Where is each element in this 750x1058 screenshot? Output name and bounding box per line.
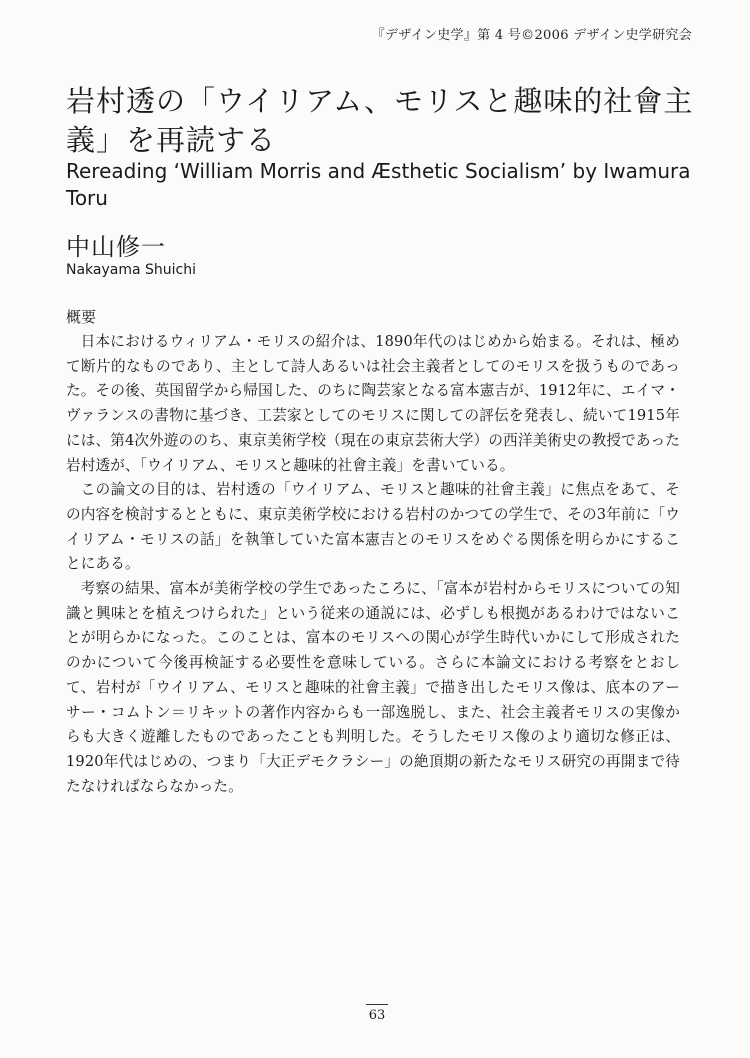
abstract-paragraph-3: 考察の結果、富本が美術学校の学生であったころに、「富本が岩村からモリスについての知識と興味とを植えつけられた」という従来の通説には、必ずしも根拠があるわけではないことが明らかになった。このことは、富本のモリスへの関心が学生時代いかにして形成されたのかについて今後再検証する必要性を意味している。さらに本論文における考察をとおして、岩村が「ウイリアム、モリスと趣味的社會主義」で描き出したモリス像は、底本のアーサー・コムトン＝リキットの著作内容からも一部逸脱し、また、社会主義者モリスの実像からも大きく遊離したものであったことも判明した。そうしたモリス像のより適切な修正は、1920年代はじめの、つまり「大正デモクラシー」の絶頂期の新たなモリス研究の再開まで待たなければならなかった。: [66, 580, 680, 795]
title-english: Rereading ‘William Morris and Æsthetic Socialism’ by Iwamura Toru: [66, 159, 691, 210]
title-japanese: 岩村透の「ウイリアム、モリスと趣味的社會主義」を再読する: [66, 84, 694, 157]
journal-header: 『デザイン史学』第 4 号©2006 デザイン史学研究会: [371, 28, 692, 43]
abstract-body: [66, 330, 680, 799]
abstract-heading: 概要: [66, 308, 97, 326]
abstract-paragraph-2: この論文の目的は、岩村透の「ウイリアム、モリスと趣味的社會主義」に焦点をあて、その内容を検討するとともに、東京美術学校における岩村のかつての学生で、その3年前に「ウイリアム・モリスの話」を執筆していた富本憲吉とのモリスをめぐる関係を明らかにすることにある。: [66, 481, 680, 573]
author-japanese: 中山修一: [66, 233, 166, 261]
page-number: 63: [368, 1008, 386, 1023]
abstract-paragraph-1: 日本におけるウィリアム・モリスの紹介は、1890年代のはじめから始まる。それは、極めて断片的なものであり、主として詩人あるいは社会主義者としてのモリスを扱うものであった。その後、英国留学から帰国した、のちに陶芸家となる富本憲吉が、1912年に、エイマ・ヴァランスの書物に基づき、工芸家としてのモリスに関しての評伝を発表し、続いて1915年には、第4次外遊ののち、東京美術学校（現在の東京芸術大学）の西洋美術史の教授であった岩村透が、「ウイリアム、モリスと趣味的社會主義」を書いている。: [66, 333, 680, 474]
author-english: Nakayama Shuichi: [66, 262, 197, 278]
page-number-rule: [366, 1004, 388, 1005]
